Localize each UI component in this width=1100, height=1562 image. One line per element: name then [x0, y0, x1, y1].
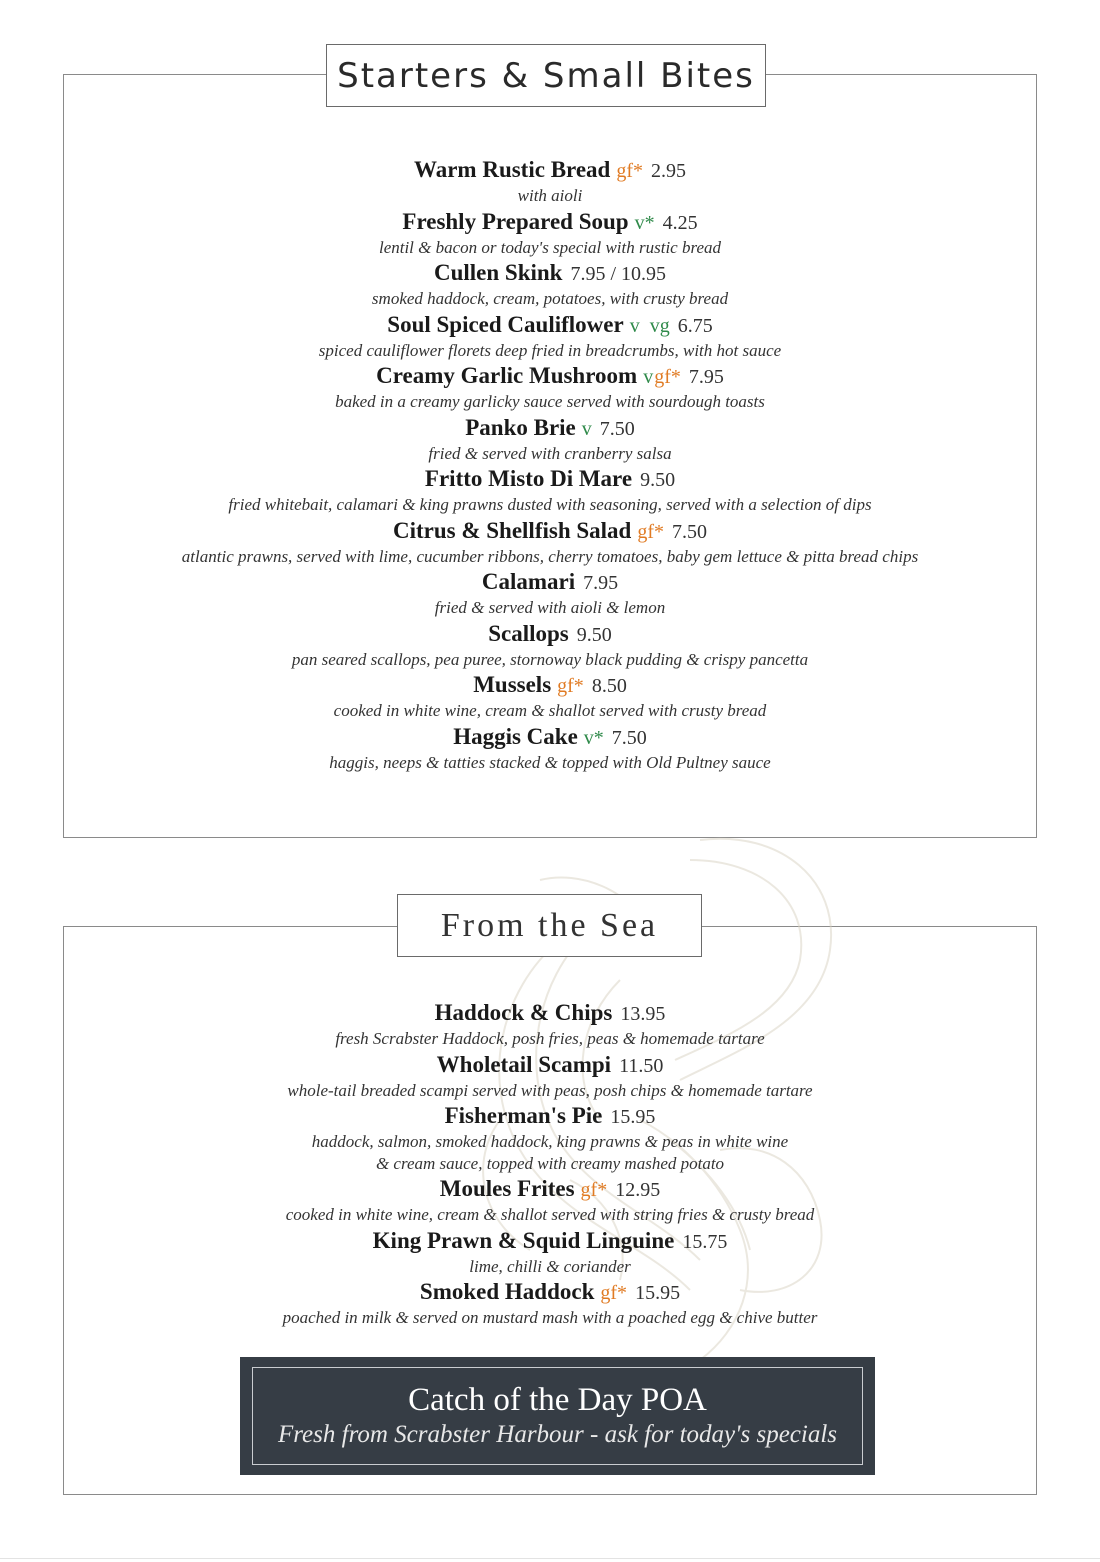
menu-item-description: spiced cauliflower florets deep fried in breadcrumbs, with hot sauce [318, 340, 782, 360]
menu-item [63, 361, 1037, 413]
menu-item-name: Warm Rustic Bread [413, 157, 611, 182]
dietary-tag: gf* [600, 1282, 628, 1304]
dietary-tag: gf* [637, 520, 665, 543]
menu-item-name: Cullen Skink [433, 260, 563, 285]
menu-item-price: 6.75 [677, 314, 713, 337]
menu-item-description: haddock, salmon, smoked haddock, king prawns & peas in white wine [311, 1132, 789, 1151]
menu-item [63, 998, 1037, 1050]
menu-item-name: Freshly Prepared Soup [402, 208, 629, 234]
menu-item-line [63, 619, 1037, 649]
menu-item-price: 9.50 [640, 469, 676, 491]
menu-item-line [63, 464, 1037, 494]
menu-item-line [63, 258, 1037, 288]
starters-title-box [326, 44, 766, 107]
menu-item [63, 1226, 1037, 1278]
menu-item-price: 7.95 / 10.95 [570, 263, 667, 285]
dietary-tag: gf* [557, 675, 584, 697]
menu-item-description: cooked in white wine, cream & shallot served with crusty bread [333, 701, 767, 720]
menu-item-price: 9.50 [576, 623, 612, 646]
menu-item-line [63, 722, 1037, 752]
menu-item-line [63, 155, 1037, 185]
menu-item-line [63, 516, 1037, 546]
menu-item-description: poached in milk & served on mustard mash with a poached egg & chive butter [282, 1308, 818, 1327]
dietary-tag: gf* [580, 1179, 608, 1201]
menu-item-description: fried & served with aioli & lemon [434, 598, 666, 617]
dietary-tag: v [581, 417, 592, 440]
dietary-tag: v* [634, 211, 655, 234]
menu-item-name: Mussels [473, 672, 552, 697]
menu-item-line [63, 1050, 1037, 1080]
menu-item-price: 7.95 [688, 366, 724, 388]
dietary-tag: gf* [654, 366, 681, 388]
menu-item-name: King Prawn & Squid Linguine [372, 1227, 675, 1253]
menu-item-name: Creamy Garlic Mushroom [376, 363, 638, 388]
catch-subtitle: Fresh from Scrabster Harbour - ask for today's specials [277, 1421, 838, 1448]
menu-item-description: lime, chilli & coriander [469, 1256, 631, 1276]
menu-item-description: fresh Scrabster Haddock, posh fries, peas & homemade tartare [335, 1029, 765, 1048]
sea-title: From the Sea [440, 906, 659, 944]
sea-title-box [397, 894, 702, 957]
menu-item-price: 15.95 [635, 1282, 681, 1304]
menu-item [63, 516, 1037, 568]
menu-item-name: Smoked Haddock [419, 1279, 595, 1304]
menu-item-price: 13.95 [620, 1003, 666, 1025]
menu-item-line [63, 207, 1037, 237]
menu-item-description: haggis, neeps & tatties stacked & topped with Old Pultney sauce [329, 752, 771, 772]
menu-item-line [63, 1101, 1037, 1131]
menu-item-description: & cream sauce, topped with creamy mashed potato [375, 1153, 725, 1173]
menu-item [63, 670, 1037, 722]
menu-item [63, 567, 1037, 619]
menu-item-line [63, 1277, 1037, 1307]
menu-item-description: fried whitebait, calamari & king prawns dusted with seasoning, served with a selection of dips [228, 495, 872, 514]
menu-item-name: Fritto Misto Di Mare [424, 466, 633, 491]
menu-item-line [63, 413, 1037, 443]
menu-item-line [63, 310, 1037, 340]
menu-item-price: 11.50 [619, 1054, 664, 1077]
menu-item-description: atlantic prawns, served with lime, cucumber ribbons, cherry tomatoes, baby gem lettuce & pitta bread chips [181, 546, 919, 566]
menu-item [63, 155, 1037, 207]
menu-item-price: 2.95 [651, 160, 686, 182]
dietary-tag: v [643, 366, 654, 388]
dietary-tag: v* [583, 726, 604, 749]
menu-item [63, 258, 1037, 310]
menu-item-price: 8.50 [591, 675, 627, 697]
menu-item-price: 7.50 [611, 726, 647, 749]
menu-item-description: smoked haddock, cream, potatoes, with crusty bread [371, 289, 729, 308]
menu-item-line [63, 361, 1037, 391]
catch-banner-frame [252, 1367, 863, 1465]
menu-item [63, 207, 1037, 259]
menu-item-price: 7.50 [672, 520, 708, 543]
menu-item-line [63, 670, 1037, 700]
dietary-tag: v vg [629, 314, 670, 337]
menu-item-name: Fisherman's Pie [444, 1103, 603, 1128]
menu-item-name: Soul Spiced Cauliflower [387, 311, 624, 337]
starters-title: Starters & Small Bites [337, 55, 755, 96]
menu-item [63, 619, 1037, 671]
menu-item-description: with aioli [517, 186, 583, 205]
menu-item-line [63, 567, 1037, 597]
menu-item-name: Citrus & Shellfish Salad [392, 517, 632, 543]
menu-item [63, 310, 1037, 362]
sea-list [63, 998, 1037, 1329]
menu-item-line [63, 1226, 1037, 1256]
menu-item-name: Haddock & Chips [434, 1000, 613, 1025]
menu-item-price: 15.95 [610, 1106, 656, 1128]
menu-item [63, 1174, 1037, 1226]
page-bottom-divider [0, 1558, 1100, 1559]
menu-item-name: Haggis Cake [453, 723, 578, 749]
menu-item-price: 12.95 [615, 1179, 661, 1201]
menu-item-description: fried & served with cranberry salsa [428, 443, 672, 463]
menu-item-price: 15.75 [682, 1230, 728, 1253]
menu-item-description: lentil & bacon or today's special with rustic bread [378, 237, 722, 257]
menu-item-description: cooked in white wine, cream & shallot served with string fries & crusty bread [285, 1205, 815, 1224]
catch-of-the-day-banner [240, 1357, 875, 1475]
menu-item-price: 7.50 [599, 417, 635, 440]
menu-item-description: pan seared scallops, pea puree, stornoway black pudding & crispy pancetta [291, 649, 809, 669]
menu-item-line [63, 998, 1037, 1028]
menu-item-name: Scallops [488, 620, 569, 646]
starters-list [63, 155, 1037, 773]
menu-item-name: Wholetail Scampi [436, 1051, 612, 1077]
menu-item-name: Moules Frites [439, 1176, 575, 1201]
menu-item-price: 7.95 [583, 572, 619, 594]
menu-item-description: whole-tail breaded scampi served with peas, posh chips & homemade tartare [287, 1080, 813, 1100]
menu-item [63, 1277, 1037, 1329]
menu-item-line [63, 1174, 1037, 1204]
menu-item [63, 413, 1037, 465]
menu-item-name: Panko Brie [465, 414, 576, 440]
menu-item-name: Calamari [481, 569, 576, 594]
dietary-tag: gf* [616, 160, 643, 182]
catch-title: Catch of the Day POA [408, 1382, 707, 1418]
menu-item [63, 1101, 1037, 1174]
menu-item [63, 1050, 1037, 1102]
menu-item-description: baked in a creamy garlicky sauce served with sourdough toasts [335, 392, 765, 411]
menu-item-price: 4.25 [662, 211, 698, 234]
menu-item [63, 464, 1037, 516]
menu-item [63, 722, 1037, 774]
